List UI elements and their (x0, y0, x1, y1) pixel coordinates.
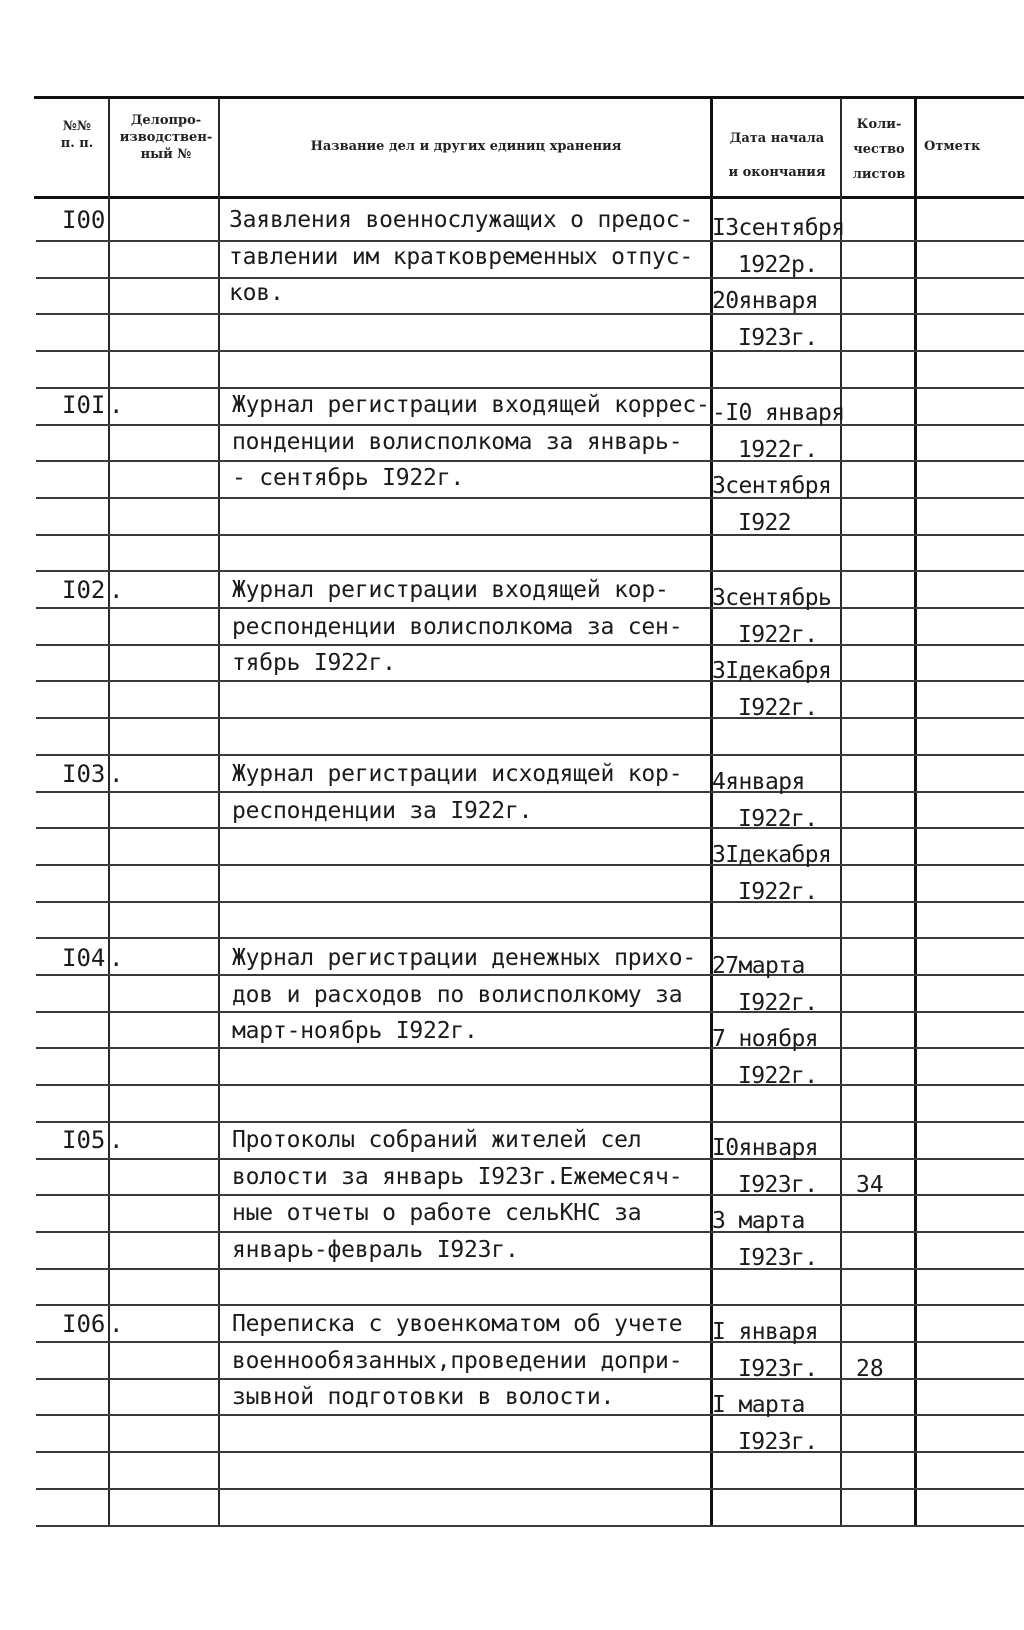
header-sheets: Коли- чество листов (852, 117, 906, 182)
record-date-line: I января (712, 1319, 818, 1345)
record-office-mark: . (109, 576, 124, 604)
record-sheet-count: 28 (856, 1356, 884, 1382)
header-notes: Отметк (924, 139, 981, 154)
record-number: I00 (62, 206, 106, 234)
ruled-line (36, 1047, 1024, 1049)
ruled-line (36, 864, 1024, 866)
record-title-line: Журнал регистрации входящей коррес- (232, 392, 710, 418)
record-title-line: дов и расходов по волисполкому за (232, 982, 683, 1008)
record-date-line: 20января (712, 288, 818, 314)
record-office-mark: . (109, 391, 124, 419)
record-title-line: зывной подготовки в волости. (232, 1384, 615, 1410)
record-date-line: 3сентябрь (712, 585, 832, 611)
record-date-line: I923г. (738, 325, 818, 351)
record-title-line: Журнал регистрации входящей кор- (232, 577, 669, 603)
ruled-line (36, 497, 1024, 499)
record-number: I0I (62, 391, 106, 419)
record-title-line: Журнал регистрации исходящей кор- (232, 761, 683, 787)
record-number: I03 (62, 760, 106, 788)
ruled-line (36, 1525, 1024, 1527)
record-number: I05 (62, 1126, 106, 1154)
ruled-line (36, 754, 1024, 756)
ruled-line (36, 607, 1024, 609)
record-date-line: 3Iдекабря (712, 658, 832, 684)
record-date-line: I923г. (738, 1429, 818, 1455)
ruled-line (36, 717, 1024, 719)
record-title-line: респонденции за I922г. (232, 798, 533, 824)
record-office-mark: . (109, 944, 124, 972)
ruled-line (36, 680, 1024, 682)
record-date-line: 1922г. (738, 437, 818, 463)
ruled-line (36, 313, 1024, 315)
header-top-rule (34, 96, 1024, 99)
record-title-line: ков. (229, 280, 284, 306)
ruled-line (36, 460, 1024, 462)
record-date-line: 4января (712, 769, 805, 795)
ruled-line (36, 1451, 1024, 1453)
header-bottom-rule (34, 196, 1024, 199)
ruled-line (36, 1231, 1024, 1233)
ruled-line (36, 350, 1024, 352)
record-date-line: 3 марта (712, 1208, 805, 1234)
ruled-line (36, 937, 1024, 939)
header-dates: Дата начала и окончания (728, 131, 826, 180)
record-date-line: I923г. (738, 1172, 818, 1198)
record-number: I06 (62, 1310, 106, 1338)
record-number: I02 (62, 576, 106, 604)
ruled-line (36, 1341, 1024, 1343)
ruled-line (36, 1268, 1024, 1270)
record-title-line: Переписка с увоенкоматом об учете (232, 1311, 683, 1337)
ruled-line (36, 1121, 1024, 1123)
record-date-line: I922г. (738, 806, 818, 832)
record-office-mark: . (109, 760, 124, 788)
record-title-line: март-ноябрь I922г. (232, 1018, 478, 1044)
ruled-line (36, 827, 1024, 829)
record-date-line: 27марта (712, 953, 805, 979)
ruled-line (36, 387, 1024, 389)
record-date-line: -I0 января (712, 400, 845, 426)
record-title-line: волости за январь I923г.Ежемесяч- (232, 1164, 683, 1190)
ruled-line (36, 424, 1024, 426)
record-title-line: Заявления военнослужащих о предос- (229, 207, 694, 233)
header-title: Название дел и других единиц хранения (310, 139, 622, 154)
record-date-line: I923г. (738, 1356, 818, 1382)
record-date-line: 1922р. (738, 252, 818, 278)
ruled-line (36, 1011, 1024, 1013)
record-date-line: I923г. (738, 1245, 818, 1271)
ruled-line (36, 277, 1024, 279)
ruled-line (36, 1304, 1024, 1306)
record-office-mark: . (109, 1126, 124, 1154)
record-title-line: - сентябрь I922г. (232, 465, 465, 491)
record-title-line: Журнал регистрации денежных прихо- (232, 945, 697, 971)
ruled-line (36, 240, 1024, 242)
ruled-line (36, 1084, 1024, 1086)
record-date-line: I3сентября (712, 215, 845, 241)
record-date-line: 3сентября (712, 473, 832, 499)
header-office-num: Делопро- изводствен- ный № (119, 113, 213, 162)
record-date-line: I0января (712, 1135, 818, 1161)
record-office-mark: . (109, 1310, 124, 1338)
record-title-line: военнообязанных,проведении допри- (232, 1348, 683, 1374)
record-date-line: 7 ноября (712, 1026, 818, 1052)
record-date-line: I922г. (738, 1063, 818, 1089)
ruled-line (36, 901, 1024, 903)
ruled-line (36, 1414, 1024, 1416)
record-title-line: ные отчеты о работе сельКНС за (232, 1200, 642, 1226)
ruled-line (36, 791, 1024, 793)
record-date-line: I марта (712, 1392, 805, 1418)
record-title-line: тавлении им кратковременных отпус- (229, 244, 694, 270)
ruled-line (36, 1488, 1024, 1490)
record-sheet-count: 34 (856, 1172, 884, 1198)
record-title-line: респонденции волисполкома за сен- (232, 614, 683, 640)
record-date-line: I922г. (738, 879, 818, 905)
ruled-line (36, 974, 1024, 976)
header-num: №№ п. п. (60, 119, 94, 151)
ruled-line (36, 570, 1024, 572)
record-number: I04 (62, 944, 106, 972)
record-title-line: Протоколы собраний жителей сел (232, 1127, 642, 1153)
record-title-line: понденции волисполкома за январь- (232, 429, 683, 455)
record-title-line: январь-февраль I923г. (232, 1237, 519, 1263)
ruled-line (36, 534, 1024, 536)
record-date-line: I922г. (738, 990, 818, 1016)
record-title-line: тябрь I922г. (232, 650, 396, 676)
record-date-line: 3Iдекабря (712, 842, 832, 868)
ruled-line (36, 644, 1024, 646)
record-date-line: I922г. (738, 695, 818, 721)
ruled-line (36, 1158, 1024, 1160)
record-date-line: I922г. (738, 622, 818, 648)
record-date-line: I922 (738, 510, 791, 536)
